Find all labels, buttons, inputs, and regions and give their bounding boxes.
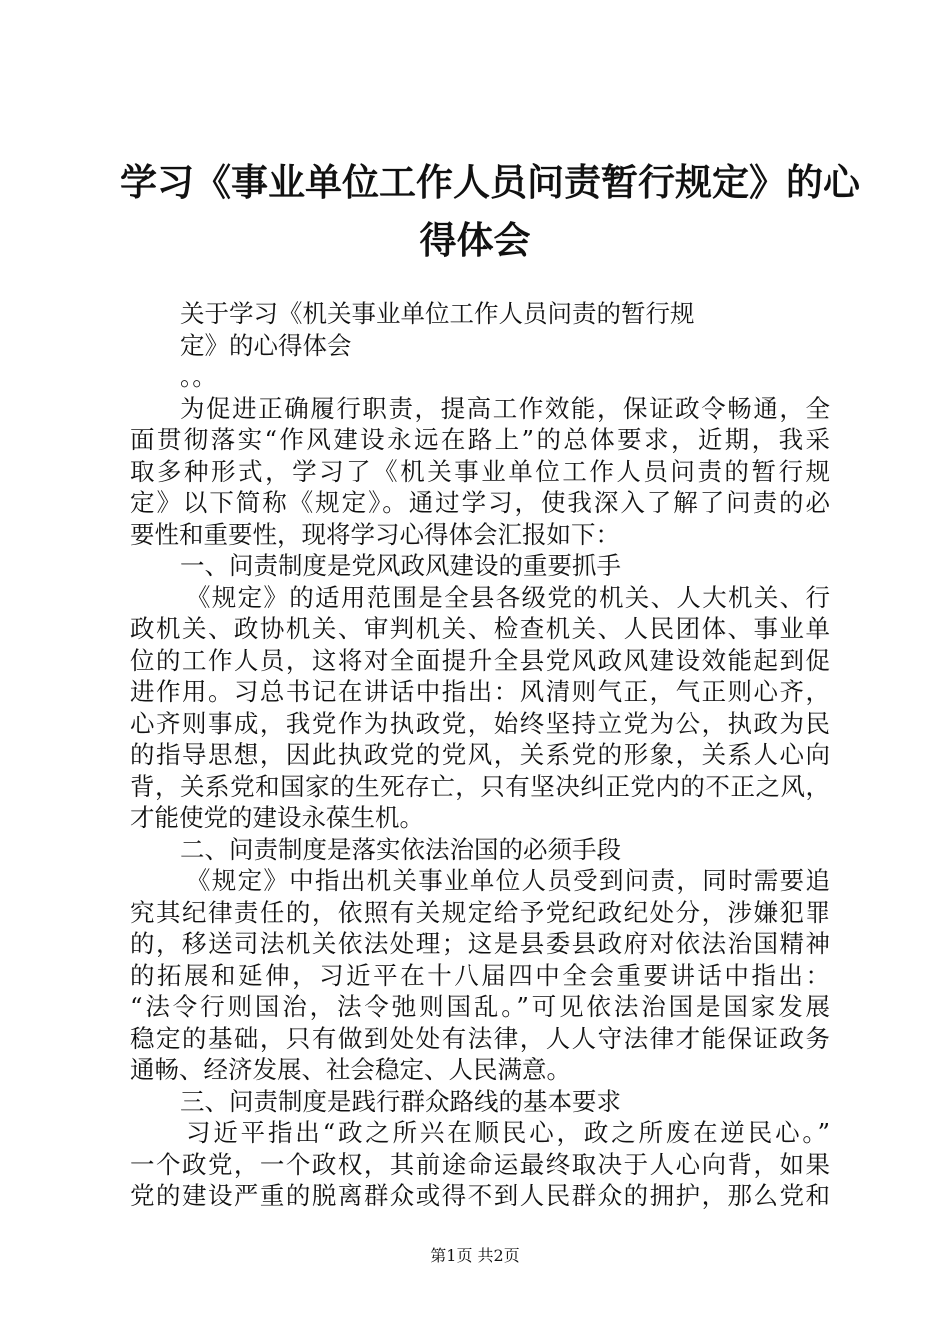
body-line: 面贯彻落实“作风建设永远在路上”的总体要求，近期，我采 <box>130 425 830 454</box>
body-line: 的，移送司法机关依法处理；这是县委县政府对依法治国精神 <box>130 929 830 958</box>
document-title-line1: 学习《事业单位工作人员问责暂行规定》的心 <box>120 160 860 204</box>
body-line: 通畅、经济发展、社会稳定、人民满意。 <box>130 1055 571 1084</box>
body-line: 为促进正确履行职责，提高工作效能，保证政令畅通，全 <box>180 393 830 423</box>
section-heading: 二、问责制度是落实依法治国的必须手段 <box>180 834 621 864</box>
body-line: 习近平指出“政之所兴在顺民心，政之所废在逆民心。” <box>186 1118 830 1147</box>
body-line: 背，关系党和国家的生死存亡，只有坚决纠正党内的不正之风， <box>130 771 830 801</box>
subtitle-line: 定》的心得体会 <box>180 330 352 360</box>
body-line: 进作用。习总书记在讲话中指出：风清则气正，气正则心齐， <box>130 677 830 706</box>
document-body <box>130 298 830 1212</box>
body-line: 位的工作人员，这将对全面提升全县党风政风建设效能起到促 <box>130 645 830 675</box>
section-heading: 一、问责制度是党风政风建设的重要抓手 <box>180 551 621 580</box>
body-line: 取多种形式，学习了《机关事业单位工作人员问责的暂行规 <box>130 456 830 486</box>
body-line: 才能使党的建设永葆生机。 <box>130 803 424 832</box>
body-line: 《规定》中指出机关事业单位人员受到问责，同时需要追 <box>186 866 830 895</box>
document-title-line2: 得体会 <box>419 218 531 262</box>
body-line: 究其纪律责任的，依照有关规定给予党纪政纪处分，涉嫌犯罪 <box>130 897 830 927</box>
body-line: 政机关、政协机关、审判机关、检查机关、人民团体、事业单 <box>130 614 830 643</box>
subtitle-line: 关于学习《机关事业单位工作人员问责的暂行规 <box>180 299 695 328</box>
body-line: 稳定的基础，只有做到处处有法律，人人守法律才能保证政务 <box>130 1023 830 1053</box>
page-footer: 第1页 共2页 <box>430 1246 520 1265</box>
body-line: 党的建设严重的脱离群众或得不到人民群众的拥护，那么党和 <box>130 1181 830 1210</box>
body-line: “法令行则国治，法令弛则国乱。”可见依法治国是国家发展 <box>130 992 830 1021</box>
body-line: 要性和重要性，现将学习心得体会汇报如下： <box>130 519 620 549</box>
body-line: 的指导思想，因此执政党的党风，关系党的形象，关系人心向 <box>130 740 830 769</box>
body-line: 。。 <box>180 362 217 391</box>
section-heading: 三、问责制度是践行群众路线的基本要求 <box>180 1086 621 1116</box>
body-line: 心齐则事成，我党作为执政党，始终坚持立党为公，执政为民 <box>130 708 830 738</box>
body-line: 定》以下简称《规定》。通过学习，使我深入了解了问责的必 <box>130 488 830 517</box>
body-line: 的拓展和延伸，习近平在十八届四中全会重要讲话中指出： <box>130 960 830 990</box>
body-line: 一个政党，一个政权，其前途命运最终取决于人心向背，如果 <box>130 1149 830 1179</box>
body-line: 《规定》的适用范围是全县各级党的机关、人大机关、行 <box>186 582 830 612</box>
